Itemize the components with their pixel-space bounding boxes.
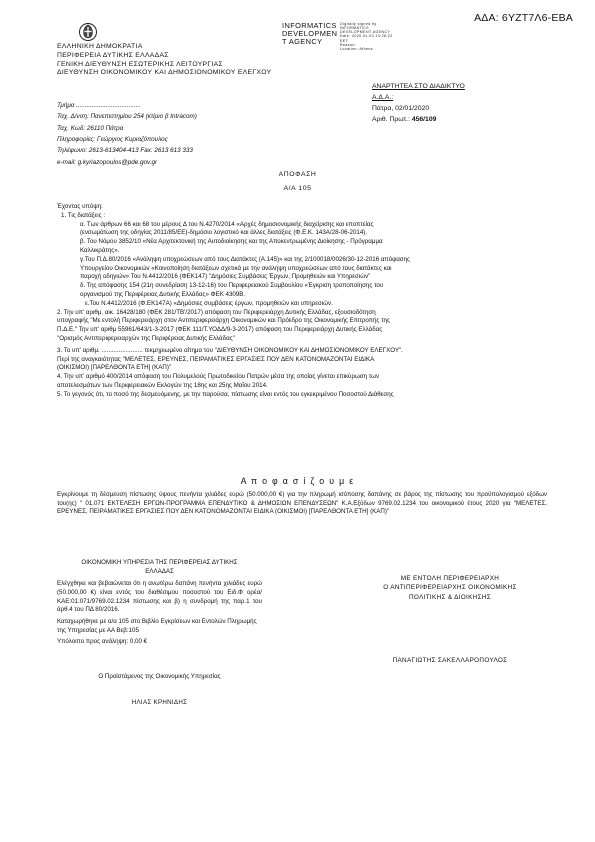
item-1d: δ. Της απόφασης 154 (21η συνεδρίαση 13-12-16) του Περιφερειακού Συμβουλίου «Έγκριση τροποποίησης του [80,282,384,290]
protocol-label: Αριθ. Πρωτ.: [372,115,410,123]
contact-details [57,100,197,168]
finance-service-block [57,559,262,647]
considerations-body [57,203,557,400]
item-1c-cont: παροχή οδηγιών» Του Ν.4412/2016 (ΦΕΚ147) "Δημόσιες Συμβάσεις Έργων, Προμηθειών και Υπηρεσιών" [80,273,371,281]
posted-online-label: ΑΝΑΡΤΗΤΕΑ ΣΤΟ ΔΙΑΔΙΚΤΥΟ [372,83,465,90]
signatory-line: ΜΕ ΕΝΤΟΛΗ ΠΕΡΙΦΕΡΕΙΑΡΧΗ [400,575,500,582]
head-of-finance-label: Ο Προϊστάμενος της Οικονομικής Υπηρεσίας [98,673,221,680]
item-2: 2. Την υπ' αριθμ. αικ. 16428/180 (ΦΕΚ 281/ΤΒ'/2017) απόφαση του Περιφερειάρχη Δυτικής Ελλάδας, εξουσιοδότηση [57,308,376,316]
finance-check-text: Ελέγχθηκε και βεβαιώνεται ότι η ανωτέρω δαπάνη πενήντα χιλιάδες ευρώ (50.000,00 €) είναι εντός του διαθέσιμου ποσοστού του Ειδ.Φ ορέα/ΚΑΕ:01.071/9769.02.1234 πίστωσης και β) η συνδρομή της παρ.1 του άρθ.4 του ΠΔ 80/2016. [57,580,262,614]
signatory-line: ΠΟΛΙΤΙΚΗΣ & ΔΙΟΙΚΗΣΗΣ [409,593,491,601]
signatory-name: ΠΑΝΑΓΙΩΤΗΣ ΣΑΚΕΛΛΑΡΟΠΟΥΛΟΣ [392,657,508,664]
signature-detail-line: Location: Athens [340,46,373,51]
item-2-cont: "Ορισμός Αντιπεριφερειαρχών της Περιφέρειας Δυτικής Ελλάδας" [57,334,235,342]
remaining-amount: Υπόλοιπο προς ανάληψη: 0,00 € [57,638,148,646]
signature-detail-line: Digitally signed by [340,22,377,26]
postcode-line: Ταχ. Κωδ: 26110 Πάτρα [57,124,124,132]
document-meta [372,82,465,126]
phone-line: Τηλέφωνο: 2613-613404-413 Fax: 2613 613 333 [57,147,193,155]
item-3-cont: (ΟΙΚΙΣΜΟΙ) [ΠΑΡΕΛΘΟΝΤΑ ΕΤΗ] (ΚΑΠ)" [57,364,172,372]
signature-details [340,22,400,51]
item-3-cont: Περί της αναγκαιότητας "ΜΕΛΕΤΕΣ, ΕΡΕΥΝΕΣ, ΠΕΙΡΑΜΑΤΙΚΕΣ ΕΡΓΑΣΙΕΣ ΠΟΥ ΔΕΝ ΚΑΤΟΝΟΜΑΖΟΝΤΑΙ ΕΙΔΙΚΑ [57,355,375,363]
signature-detail-line: EET [340,38,349,43]
greek-emblem-icon [78,22,98,42]
decision-text: Εγκρίνουμε τη δέσμευση πίστωσης ύψους πενήντα χιλιάδες ευρώ (50.000,00 €) για την πληρωμή ισόποσης δαπάνης σε βάρος της πίστωσης του προϋπολογισμού εξόδων του(ης) " 01.071 ΕΚΤΕΛΕΣΗ ΕΡΓΩΝ-ΠΡΟΓΡΑΜΜΑ ΕΠΕΝΔΥΤΙΚΟ & ΔΗΜΟΣΙΩΝ ΕΠΕΝΔΥΣΕΩΝ" Κ.Α.Εξόδων 9769.02.1234 του οικονομικού έτους 2020 για "ΜΕΛΕΤΕΣ, ΕΡΕΥΝΕΣ, ΠΕΙΡΑΜΑΤΙΚΕΣ ΕΡΓΑΣΙΕΣ ΠΟΥ ΔΕΝ ΚΑΤΟΝΟΜΑΖΟΝΤΑΙ ΕΙΔΙΚΑ (ΟΙΚΙΣΜΟΙ) [ΠΑΡΕΛΘΟΝΤΑ ΕΤΗ] (ΚΑΠ)" [57,491,547,516]
signer-line: T AGENCY [282,37,323,47]
item-3: 3. Το υπ' αριθμ. ........................ τεκμηριωμένο αίτημα του "ΔΙΕΥΘΥΝΣΗ ΟΙΚΟΝΟΜΙΚΟΥ ΚΑΙ ΔΗΜΟΣΙΟΝΟΜΙΚΟΥ ΕΛΕΓΧΟΥ". [57,346,403,354]
header-line: ΠΕΡΙΦΕΡΕΙΑ ΔΥΤΙΚΗΣ ΕΛΛΑΔΑΣ [57,51,169,59]
email-line: e-mail: g.kyriazopoulos@pde.gov.gr [57,158,158,166]
ada-top: ΑΔΑ: 6ΥΖΤ7Λ6-ΕΒΑ [474,12,573,24]
signer-line: INFORMATICS [282,21,337,30]
item-1d-cont: οργανισμού της Περιφέρειας Δυτικής Ελλάδας» ΦΕΚ 4309Β. [80,290,246,298]
item-4: 4. Την υπ' αριθμό 400/2014 απόφαση του Πολυμελούς Πρωτοδικείου Πατρών μέσα της οποίας γίνεται επικύρωση των [57,373,380,381]
signature-detail-line: Reason: [340,42,357,47]
decision-number: Α/Α 105 [283,185,312,192]
item-1c: γ.Του Π.Δ.80/2016 «Ανάληψη υποχρεώσεων από τους Διατάκτες (Α.145)» και της 2/100018/0026/30-12-2016 απόφασης [80,255,411,263]
signature-detail-line: DEVELOPMENT AGENCY [340,30,391,35]
address-line: Ταχ. Δ/νση: Πανεπιστημίου 254 (κτίριο β Intracom) [57,113,197,121]
item-1a-cont: (ενσωμάτωση της οδηγίας 2011/85/ΕΕ)-δημόσιο λογιστικό και άλλες διατάξεις (Φ.Ε.Κ. 143Α/28-06-2014). [80,229,368,237]
item-4-cont: αποτελεσμάτων των Περιφερειακών Εκλογών της 18ης και 25ης Μαΐου 2014. [57,381,268,389]
signature-detail-line: INFORMATICS [340,26,369,31]
item-1b-cont: Καλλικράτης». [80,246,120,254]
signature-detail-line: Date: 2020.01.03 13:26:22 [340,34,393,39]
signer-line: DEVELOPMEN [282,29,338,39]
item-1c-cont: Υπουργείου Οικονομικών «Κοινοποίηση διατάξεων σχετικά με την ανάληψη υποχρεώσεων από τους διατάκτες και [80,264,392,272]
finance-service-title: ΟΙΚΟΝΟΜΙΚΗ ΥΠΗΡΕΣΙΑ ΤΗΣ ΠΕΡΙΦΕΡΕΙΑΣ ΔΥΤΙΚΗΣ ΕΛΛΑΔΑΣ [81,559,238,575]
signatory-line: Ο ΑΝΤΙΠΕΡΙΦΕΡΕΙΑΡΧΗΣ ΟΙΚΟΝΟΜΙΚΗΣ [383,584,517,592]
item-5: 5. Το γεγονός ότι, το ποσό της δεσμευόμενης, με την παρούσα, πίστωσης είναι εντός του εγκεκριμένου Ποσοστού Διάθεσης [57,390,394,398]
document-title: ΑΠΟΦΑΣΗ [278,171,317,178]
decide-heading: Α π ο φ α σ ί ζ ο υ μ ε [240,476,355,486]
item-2-cont: υπογραφής "Με εντολή Περιφερειάρχη στον Αντιπεριφερειάρχη Οικονομικών και Πρόεδρο της Οικονομικής Επιτροπής της [57,317,390,325]
head-of-finance-name: ΗΛΙΑΣ ΚΡΗΝΙΔΗΣ [131,699,188,706]
document-date: Πάτρα, 02/01/2020 [372,104,430,112]
considering-label: Έχοντας υπόψη: [57,203,103,210]
header-line: ΕΛΛΗΝΙΚΗ ΔΗΜΟΚΡΑΤΙΑ [57,43,143,50]
item-1e: ε.Του Ν.4412/2016 (Φ.ΕΚ147Α) «Δημόσιες συμβάσεις έργων, προμηθειών και υπηρεσιών. [85,299,333,307]
item-1b: β. Του Νόμου 3852/10 «Νέα Αρχιτεκτονική της Αυτοδιοίκησης και της Αποκεντρωμένης Διοίκησης - Πρόγραμμα [80,238,383,246]
header-authority [57,43,271,78]
department-line: Τμήμα ..................................... [57,102,141,109]
item-1: 1. Τις διατάξεις : [61,211,106,219]
protocol-number [372,115,465,126]
header-line: ΔΙΕΥΘΥΝΣΗ ΟΙΚΟΝΟΜΙΚΟΥ ΚΑΙ ΔΗΜΟΣΙΟΝΟΜΙΚΟΥ ΕΛΕΓΧΟΥ [57,69,272,77]
ada-label: Α.Δ.Α.: [372,93,394,101]
item-2-cont: Π.Δ.Ε." Την υπ' αριθμ 55961/643/1-3-2017 (ΦΕΚ 111/Τ.ΥΟΔΔ/9-3-2017) απόφαση του Περιφερειάρχη Δυτικής Ελλάδας [57,326,383,334]
protocol-value: 456/109 [411,115,437,123]
digital-signature-stamp [282,21,393,51]
header-line: ΓΕΝΙΚΗ ΔΙΕΥΘΥΝΣΗ ΕΣΩΤΕΡΙΚΗΣ ΛΕΙΤΟΥΡΓΙΑΣ [57,60,223,68]
info-person-line: Πληροφορίες: Γεώργιος Κυριαζόπουλος [57,135,168,143]
item-1a: α. Των άρθρων 66 και 68 του μέρους Δ του Ν.4270/2014 «Αρχές δημοσιονομικής διαχείρισης και εποπτείας [80,220,374,228]
registration-text: Καταχωρήθηκε με α/α 105 στο Βιβλίο Εγκρίσεων και Εντολών Πληρωμής της Υπηρεσίας με ΑΑ Βεβ:105 [57,618,257,634]
signatory-block [335,574,565,602]
